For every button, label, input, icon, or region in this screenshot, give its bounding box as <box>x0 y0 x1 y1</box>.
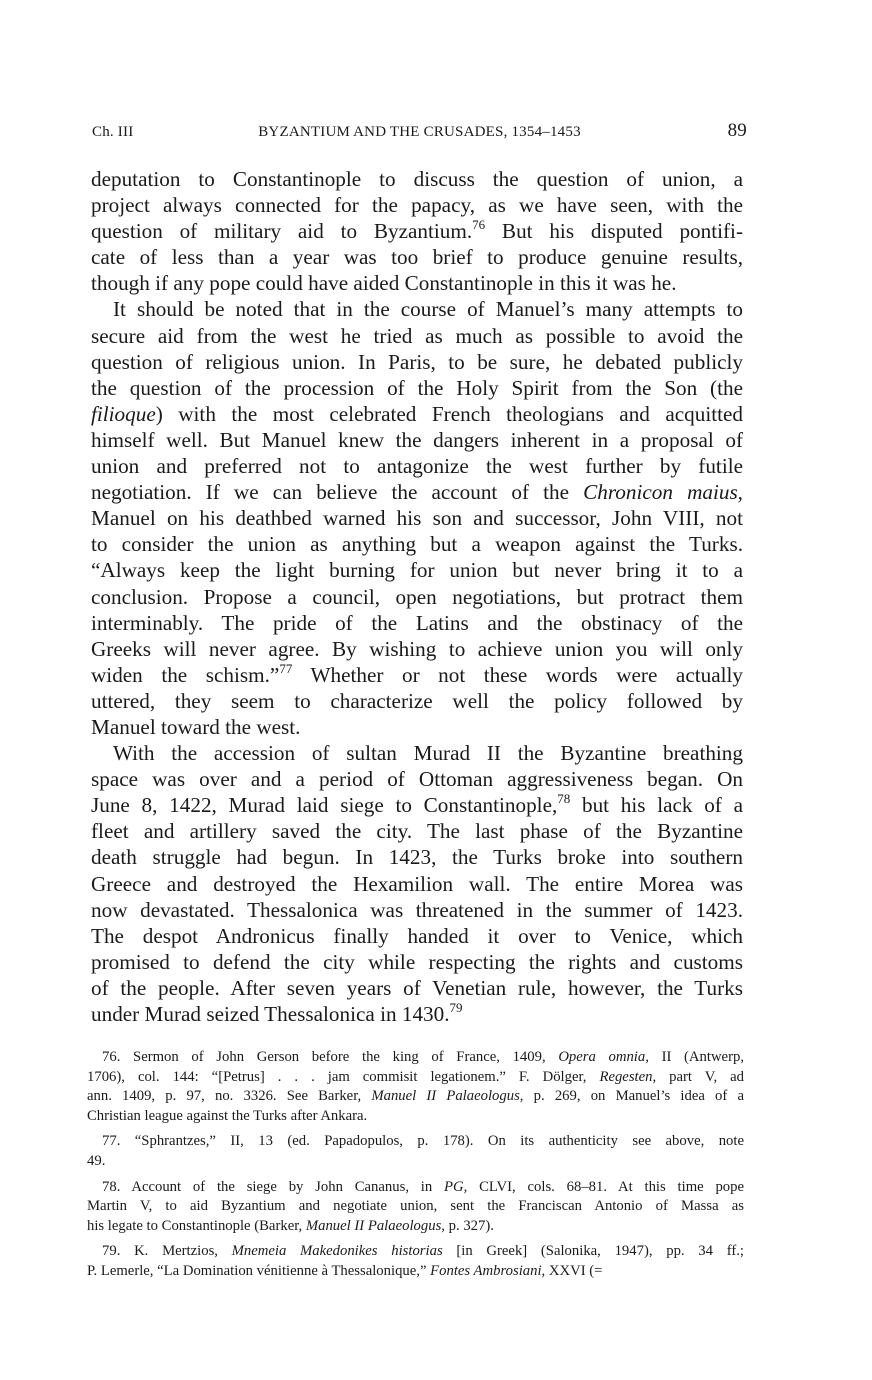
footnote <box>87 1242 744 1281</box>
footnote-line <box>87 1068 744 1088</box>
text-run: It should be noted that in the course of Manuel’s many attempts to <box>113 297 743 322</box>
text-run: Greece and destroyed the Hexamilion wall. The entire Morea was <box>91 871 743 896</box>
running-title: BYZANTIUM AND THE CRUSADES, 1354–1453 <box>258 124 581 140</box>
text-line <box>91 427 743 453</box>
italic-text: Opera omnia, <box>558 1049 649 1065</box>
italic-text: PG, <box>444 1178 468 1195</box>
text-line <box>91 505 743 531</box>
text-line <box>91 844 743 870</box>
text-run: fleet and artillery saved the city. The last phase of the Byzantine <box>91 819 743 844</box>
text-run: P. Lemerle, “La Domination vénitienne à Thessalonique,” <box>87 1262 431 1279</box>
text-line <box>91 401 743 427</box>
text-line <box>91 949 743 975</box>
paragraph <box>91 740 743 1027</box>
text-line <box>91 636 743 662</box>
text-run: 49. <box>87 1152 106 1169</box>
text-run: The despot Andronicus finally handed it over to Venice, which <box>91 923 743 948</box>
text-line <box>91 740 743 766</box>
text-run: himself well. But Manuel knew the dangers inherent in a proposal of <box>91 427 743 452</box>
text-line <box>91 1001 743 1027</box>
text-run: deputation to Constantinople to discuss the question of union, a <box>91 167 743 191</box>
footnote-line <box>87 1242 744 1262</box>
text-run: p. 327). <box>444 1217 494 1234</box>
text-run: to consider the union as anything but a weapon against the Turks. <box>91 532 743 557</box>
text-run: 76. Sermon of John Gerson before the king of France, 1409, <box>102 1049 559 1065</box>
text-line <box>91 584 743 610</box>
text-line <box>91 818 743 844</box>
text-run: With the accession of sultan Murad II the Byzantine breathing <box>113 741 743 766</box>
footnote-reference: 77 <box>279 660 293 676</box>
text-run: death struggle had begun. In 1423, the Turks broke into southern <box>91 845 743 870</box>
text-run: interminably. The pride of the Latins and the obstinacy of the <box>91 610 743 635</box>
footnote <box>87 1048 744 1126</box>
footnote <box>87 1132 744 1171</box>
italic-text: Mnemeia Makedonikes historias <box>231 1243 443 1260</box>
text-line <box>91 296 743 322</box>
text-run: XXVI (= <box>545 1262 603 1279</box>
text-run: union and preferred not to antagonize the west further by futile <box>91 454 743 479</box>
text-run: Manuel on his deathbed warned his son and successor, John VIII, not <box>91 506 743 531</box>
text-line <box>91 897 743 923</box>
italic-text: Manuel II Palaeologus, <box>305 1217 445 1234</box>
text-line <box>91 975 743 1001</box>
italic-text: Manuel II Palaeologus, <box>371 1088 524 1105</box>
text-run: question of religious union. In Paris, to be sure, he debated publicly <box>91 349 743 374</box>
text-run: ) with the most celebrated French theologians and acquitted <box>155 401 743 426</box>
footnote-line <box>87 1107 744 1127</box>
text-line <box>91 714 743 740</box>
footnote-line <box>87 1048 744 1068</box>
text-run: the question of the procession of the Holy Spirit from the Son (the <box>91 375 743 400</box>
text-run: uttered, they seem to characterize well the policy followed by <box>91 688 743 713</box>
text-run: conclusion. Propose a council, open negotiations, but protract them <box>91 584 743 609</box>
text-run: But his disputed pontifi- <box>485 219 744 244</box>
text-line <box>91 923 743 949</box>
footnote-reference: 79 <box>449 1000 463 1015</box>
page-number: 89 <box>727 120 747 141</box>
footnote-reference: 78 <box>557 791 571 807</box>
text-line <box>91 531 743 557</box>
text-run: Martin V, to aid Byzantium and negotiate union, sent the Franciscan Antonio of Massa as <box>87 1198 744 1215</box>
text-run: Greeks will never agree. By wishing to achieve union you will only <box>91 636 743 661</box>
text-run: II (Antwerp, <box>648 1049 744 1065</box>
text-run: cate of less than a year was too brief to produce genuine results, <box>91 245 743 270</box>
text-run: under Murad seized Thessalonica in 1430. <box>91 1002 450 1026</box>
text-line <box>91 323 743 349</box>
text-line <box>91 166 743 192</box>
text-run: space was over and a period of Ottoman aggressiveness began. On <box>91 767 743 792</box>
text-line <box>91 766 743 792</box>
text-line <box>91 375 743 401</box>
footnote-line <box>87 1087 744 1107</box>
text-line <box>91 453 743 479</box>
text-run: now devastated. Thessalonica was threatened in the summer of 1423. <box>91 897 743 922</box>
text-run: 79. K. Mertzios, <box>102 1243 232 1260</box>
text-run: of the people. After seven years of Venetian rule, however, the Turks <box>91 975 743 1000</box>
text-run: Whether or not these words were actually <box>292 662 743 687</box>
footnote-line <box>87 1262 744 1282</box>
text-run: promised to defend the city while respecting the rights and customs <box>91 949 743 974</box>
text-line <box>91 270 743 296</box>
text-run: p. 269, on Manuel’s idea of a <box>523 1088 744 1105</box>
footnote-line <box>87 1152 744 1172</box>
text-run: project always connected for the papacy, as we have seen, with the <box>91 193 743 218</box>
text-run: widen the schism.” <box>91 662 280 687</box>
text-run: part V, ad <box>656 1068 744 1085</box>
text-run: his legate to Constantinople (Barker, <box>87 1217 306 1234</box>
text-line <box>91 349 743 375</box>
text-line <box>91 192 743 218</box>
italic-text: Fontes Ambrosiani, <box>430 1262 546 1279</box>
italic-text: Regesten, <box>599 1068 657 1085</box>
text-run: “Always keep the light burning for union but never bring it to a <box>91 558 743 583</box>
text-run: question of military aid to Byzantium. <box>91 219 473 244</box>
chapter-label: Ch. III <box>92 124 134 140</box>
text-run: June 8, 1422, Murad laid siege to Constantinople, <box>91 793 558 818</box>
text-line <box>91 244 743 270</box>
text-line <box>91 610 743 636</box>
text-run: negotiation. If we can believe the account of the <box>91 480 584 505</box>
text-run: secure aid from the west he tried as much as possible to avoid the <box>91 323 743 348</box>
paragraph <box>91 166 743 296</box>
footnote-line <box>87 1197 744 1217</box>
footnote-line <box>87 1132 744 1152</box>
text-line <box>91 871 743 897</box>
text-run: CLVI, cols. 68–81. At this time pope <box>467 1178 744 1195</box>
text-line <box>91 662 743 688</box>
text-run: 78. Account of the siege by John Cananus, in <box>102 1178 445 1195</box>
main-text <box>91 166 743 1027</box>
text-line <box>91 479 743 505</box>
text-line <box>91 688 743 714</box>
italic-text: filioque <box>91 401 156 426</box>
text-run: but his lack of a <box>570 793 743 818</box>
footnote-line <box>87 1217 744 1237</box>
text-run: ann. 1409, p. 97, no. 3326. See Barker, <box>87 1088 372 1105</box>
paragraph <box>91 296 743 740</box>
text-line <box>91 218 743 244</box>
text-line <box>91 557 743 583</box>
text-run: though if any pope could have aided Constantinople in this it was he. <box>91 271 677 296</box>
text-run: [in Greek] (Salonika, 1947), pp. 34 ff.; <box>442 1243 744 1260</box>
text-run: 1706), col. 144: “[Petrus] . . . jam commisit legationem.” F. Dölger, <box>87 1068 600 1085</box>
text-run: Christian league against the Turks after Ankara. <box>87 1107 368 1124</box>
footnote-reference: 76 <box>472 217 486 233</box>
footnotes <box>87 1048 744 1288</box>
running-header <box>92 120 747 148</box>
text-run: 77. “Sphrantzes,” II, 13 (ed. Papadopulos, p. 178). On its authenticity see above, note <box>102 1133 744 1150</box>
footnote <box>87 1178 744 1237</box>
italic-text: Chronicon maius, <box>583 480 743 505</box>
footnote-line <box>87 1178 744 1198</box>
text-run: Manuel toward the west. <box>91 714 301 739</box>
text-line <box>91 792 743 818</box>
